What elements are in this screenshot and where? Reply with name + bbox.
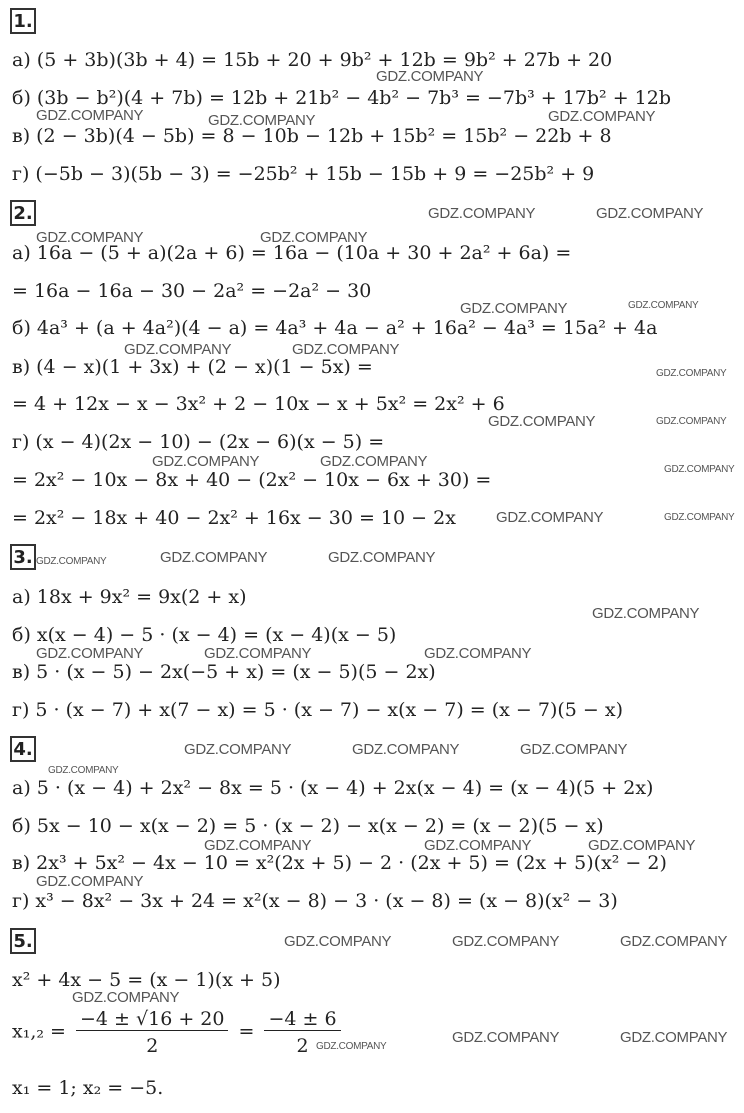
watermark: GDZ.COMPANY [260,229,368,246]
solution-line: = 2x² − 10x − 8x + 40 − (2x² − 10x − 6x + 30) = [12,469,492,491]
roots-formula [12,1008,345,1057]
watermark: GDZ.COMPANY [548,108,656,125]
solution-line: б) 5x − 10 − x(x − 2) = 5 · (x − 2) − x(x − 2) = (x − 2)(5 − x) [12,815,604,837]
watermark: GDZ.COMPANY [520,741,628,758]
watermark: GDZ.COMPANY [204,837,312,854]
fraction-denominator: 2 [296,1035,309,1057]
solution-line: г) x³ − 8x² − 3x + 24 = x²(x − 8) − 3 · (x − 8) = (x − 8)(x² − 3) [12,890,618,912]
task-number: 1. [10,8,36,34]
watermark: GDZ.COMPANY [620,1029,728,1046]
solution-line: x² + 4x − 5 = (x − 1)(x + 5) [12,969,281,991]
watermark: GDZ.COMPANY [628,300,699,311]
watermark: GDZ.COMPANY [664,512,735,523]
solution-line: = 2x² − 18x + 40 − 2x² + 16x − 30 = 10 − 2x [12,507,456,529]
task-number: 2. [10,200,36,226]
task-number: 4. [10,736,36,762]
watermark: GDZ.COMPANY [620,933,728,950]
watermark: GDZ.COMPANY [184,741,292,758]
watermark: GDZ.COMPANY [160,549,268,566]
fraction-discriminant [76,1008,228,1057]
watermark: GDZ.COMPANY [36,107,144,124]
task-number: 5. [10,928,36,954]
watermark: GDZ.COMPANY [376,68,484,85]
watermark: GDZ.COMPANY [656,416,727,427]
equals-sign: = [238,1020,255,1043]
solution-line: в) (2 − 3b)(4 − 5b) = 8 − 10b − 12b + 15b² = 15b² − 22b + 8 [12,125,612,147]
solution-line: = 4 + 12x − x − 3x² + 2 − 10x − x + 5x² = 2x² + 6 [12,393,505,415]
watermark: GDZ.COMPANY [352,741,460,758]
watermark: GDZ.COMPANY [428,205,536,222]
watermark: GDZ.COMPANY [36,645,144,662]
solution-line: = 16a − 16a − 30 − 2a² = −2a² − 30 [12,280,372,302]
watermark: GDZ.COMPANY [152,453,260,470]
solution-line: г) 5 · (x − 7) + x(7 − x) = 5 · (x − 7) − x(x − 7) = (x − 7)(5 − x) [12,699,624,721]
watermark: GDZ.COMPANY [48,765,119,776]
watermark: GDZ.COMPANY [424,837,532,854]
solution-line: а) 16a − (5 + a)(2a + 6) = 16a − (10a + 30 + 2a² + 6a) = [12,242,572,264]
watermark: GDZ.COMPANY [292,341,400,358]
watermark: GDZ.COMPANY [316,1041,387,1052]
solution-line: x₁ = 1; x₂ = −5. [12,1077,164,1099]
watermark: GDZ.COMPANY [596,205,704,222]
watermark: GDZ.COMPANY [592,605,700,622]
solution-line: а) (5 + 3b)(3b + 4) = 15b + 20 + 9b² + 12b = 9b² + 27b + 20 [12,49,613,71]
watermark: GDZ.COMPANY [452,1029,560,1046]
watermark: GDZ.COMPANY [588,837,696,854]
solution-line: а) 18x + 9x² = 9x(2 + x) [12,586,247,608]
watermark: GDZ.COMPANY [124,341,232,358]
watermark: GDZ.COMPANY [320,453,428,470]
solution-line: б) 4a³ + (a + 4a²)(4 − a) = 4a³ + 4a − a² + 16a² − 4a³ = 15a² + 4a [12,317,658,339]
solution-line: а) 5 · (x − 4) + 2x² − 8x = 5 · (x − 4) + 2x(x − 4) = (x − 4)(5 + 2x) [12,777,654,799]
watermark: GDZ.COMPANY [460,300,568,317]
watermark: GDZ.COMPANY [284,933,392,950]
watermark: GDZ.COMPANY [72,989,180,1006]
fraction-numerator: −4 ± 6 [264,1008,340,1031]
fraction-denominator: 2 [146,1035,159,1057]
solution-line: в) 2x³ + 5x² − 4x − 10 = x²(2x + 5) − 2 · (2x + 5) = (2x + 5)(x² − 2) [12,852,667,874]
watermark: GDZ.COMPANY [204,645,312,662]
solution-line: г) (x − 4)(2x − 10) − (2x − 6)(x − 5) = [12,431,385,453]
solution-line: б) (3b − b²)(4 + 7b) = 12b + 21b² − 4b² − 7b³ = −7b³ + 17b² + 12b [12,87,672,109]
solution-line: б) x(x − 4) − 5 · (x − 4) = (x − 4)(x − 5) [12,624,397,646]
task-number: 3. [10,544,36,570]
watermark: GDZ.COMPANY [496,509,604,526]
fraction-numerator: −4 ± √16 + 20 [76,1008,228,1031]
watermark: GDZ.COMPANY [656,368,727,379]
watermark: GDZ.COMPANY [328,549,436,566]
watermark: GDZ.COMPANY [424,645,532,662]
solution-line: в) (4 − x)(1 + 3x) + (2 − x)(1 − 5x) = [12,356,373,378]
watermark: GDZ.COMPANY [36,229,144,246]
watermark: GDZ.COMPANY [36,873,144,890]
watermark: GDZ.COMPANY [488,413,596,430]
watermark: GDZ.COMPANY [208,112,316,129]
solution-line: в) 5 · (x − 5) − 2x(−5 + x) = (x − 5)(5 − 2x) [12,661,436,683]
watermark: GDZ.COMPANY [36,556,107,567]
watermark: GDZ.COMPANY [664,464,735,475]
roots-label: x₁,₂ = [12,1020,66,1043]
watermark: GDZ.COMPANY [452,933,560,950]
solution-line: г) (−5b − 3)(5b − 3) = −25b² + 15b − 15b + 9 = −25b² + 9 [12,163,595,185]
